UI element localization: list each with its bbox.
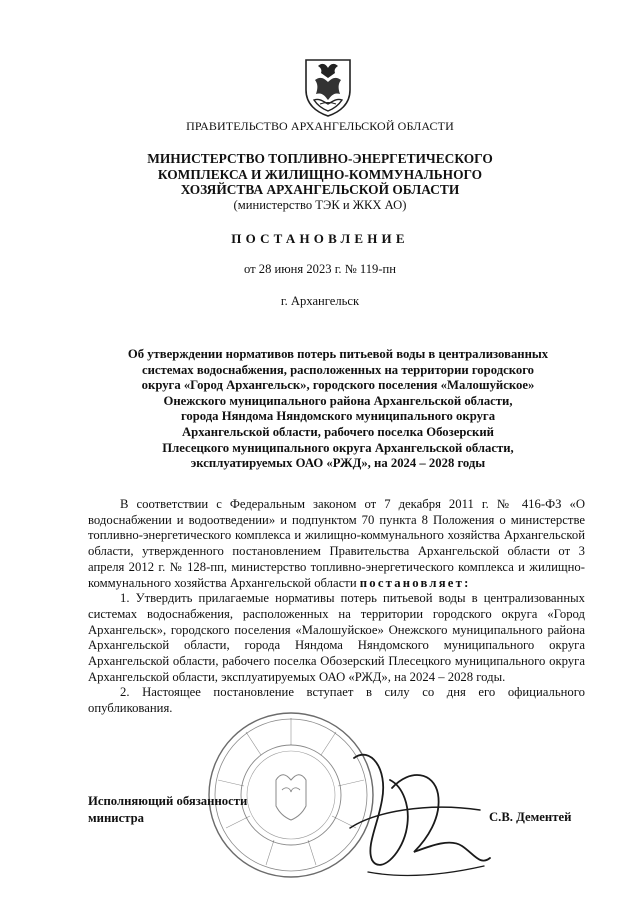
document-type-title: ПОСТАНОВЛЕНИЕ	[231, 231, 409, 246]
coat-of-arms-emblem	[300, 56, 356, 118]
decree-word: постановляет:	[359, 575, 471, 590]
ministry-abbreviation: (министерство ТЭК и ЖКХ АО)	[233, 197, 407, 212]
document-body	[88, 497, 585, 717]
ministry-line: МИНИСТЕРСТВО ТОПЛИВНО-ЭНЕРГЕТИЧЕСКОГО	[147, 151, 493, 166]
document-city: г. Архангельск	[280, 294, 360, 308]
subject-line: округа «Город Архангельск», городского поселения «Малошуйское»	[141, 378, 535, 393]
signatory-name: С.В. Дементей	[489, 810, 572, 824]
subject-line: Онежского муниципального района Архангельской области,	[163, 393, 513, 408]
item-1-paragraph: 1. Утвердить прилагаемые нормативы потерь питьевой воды в централизованных системах водоснабжения, расположенных на территории городского округа «Город Архангельск», городского поселения «Малошуйское» Онежского муниципального района Архангельской области, города Няндома Няндомского муниципального округа Архангельской области, рабочего поселка Обозерский Плесецкого муниципального округа Архангельской области, эксплуатируемых ОАО «РЖД», на 2024 – 2028 годы.	[88, 591, 585, 684]
subject-line: города Няндома Няндомского муниципального округа	[180, 409, 496, 424]
subject-line: эксплуатируемых ОАО «РЖД», на 2024 – 2028 годы	[190, 456, 486, 471]
item-2-paragraph: 2. Настоящее постановление вступает в силу со дня его официального опубликования.	[88, 685, 585, 716]
preamble-paragraph	[88, 497, 585, 591]
preamble-text: В соответствии с Федеральным законом от 7 декабря 2011 г. № 416-ФЗ «О водоснабжении и водоотведении» и подпунктом 70 пункта 8 Положения о министерстве топливно-энергетического комплекса и жилищно-коммунального хозяйства Архангельской области, утвержденного постановлением Правительства Архангельской области от 3 апреля 2012 г. № 128-пп, министерство топливно-энергетического комплекса и жилищно-коммунального хозяйства Архангельской области	[88, 497, 585, 590]
signatory-position	[88, 793, 247, 827]
handwritten-signature	[330, 728, 510, 888]
document-subject	[88, 347, 588, 472]
ministry-line: ХОЗЯЙСТВА АРХАНГЕЛЬСКОЙ ОБЛАСТИ	[180, 182, 460, 198]
document-date-number: от 28 июня 2023 г. № 119-пн	[244, 262, 396, 276]
ministry-name	[60, 151, 580, 213]
signatory-position-line: министра	[88, 811, 144, 825]
ministry-line: КОМПЛЕКСА И ЖИЛИЩНО-КОММУНАЛЬНОГО	[157, 166, 483, 182]
signatory-position-line: Исполняющий обязанности	[88, 794, 248, 808]
subject-line: системах водоснабжения, расположенных на территории городского	[141, 362, 535, 377]
subject-line: Плесецкого муниципального округа Архангельской области,	[162, 440, 514, 455]
government-name: ПРАВИТЕЛЬСТВО АРХАНГЕЛЬСКОЙ ОБЛАСТИ	[186, 119, 454, 133]
subject-line: Об утверждении нормативов потерь питьевой воды в централизованных	[127, 347, 549, 361]
subject-line: Архангельской области, рабочего поселка Обозерский	[182, 424, 494, 439]
